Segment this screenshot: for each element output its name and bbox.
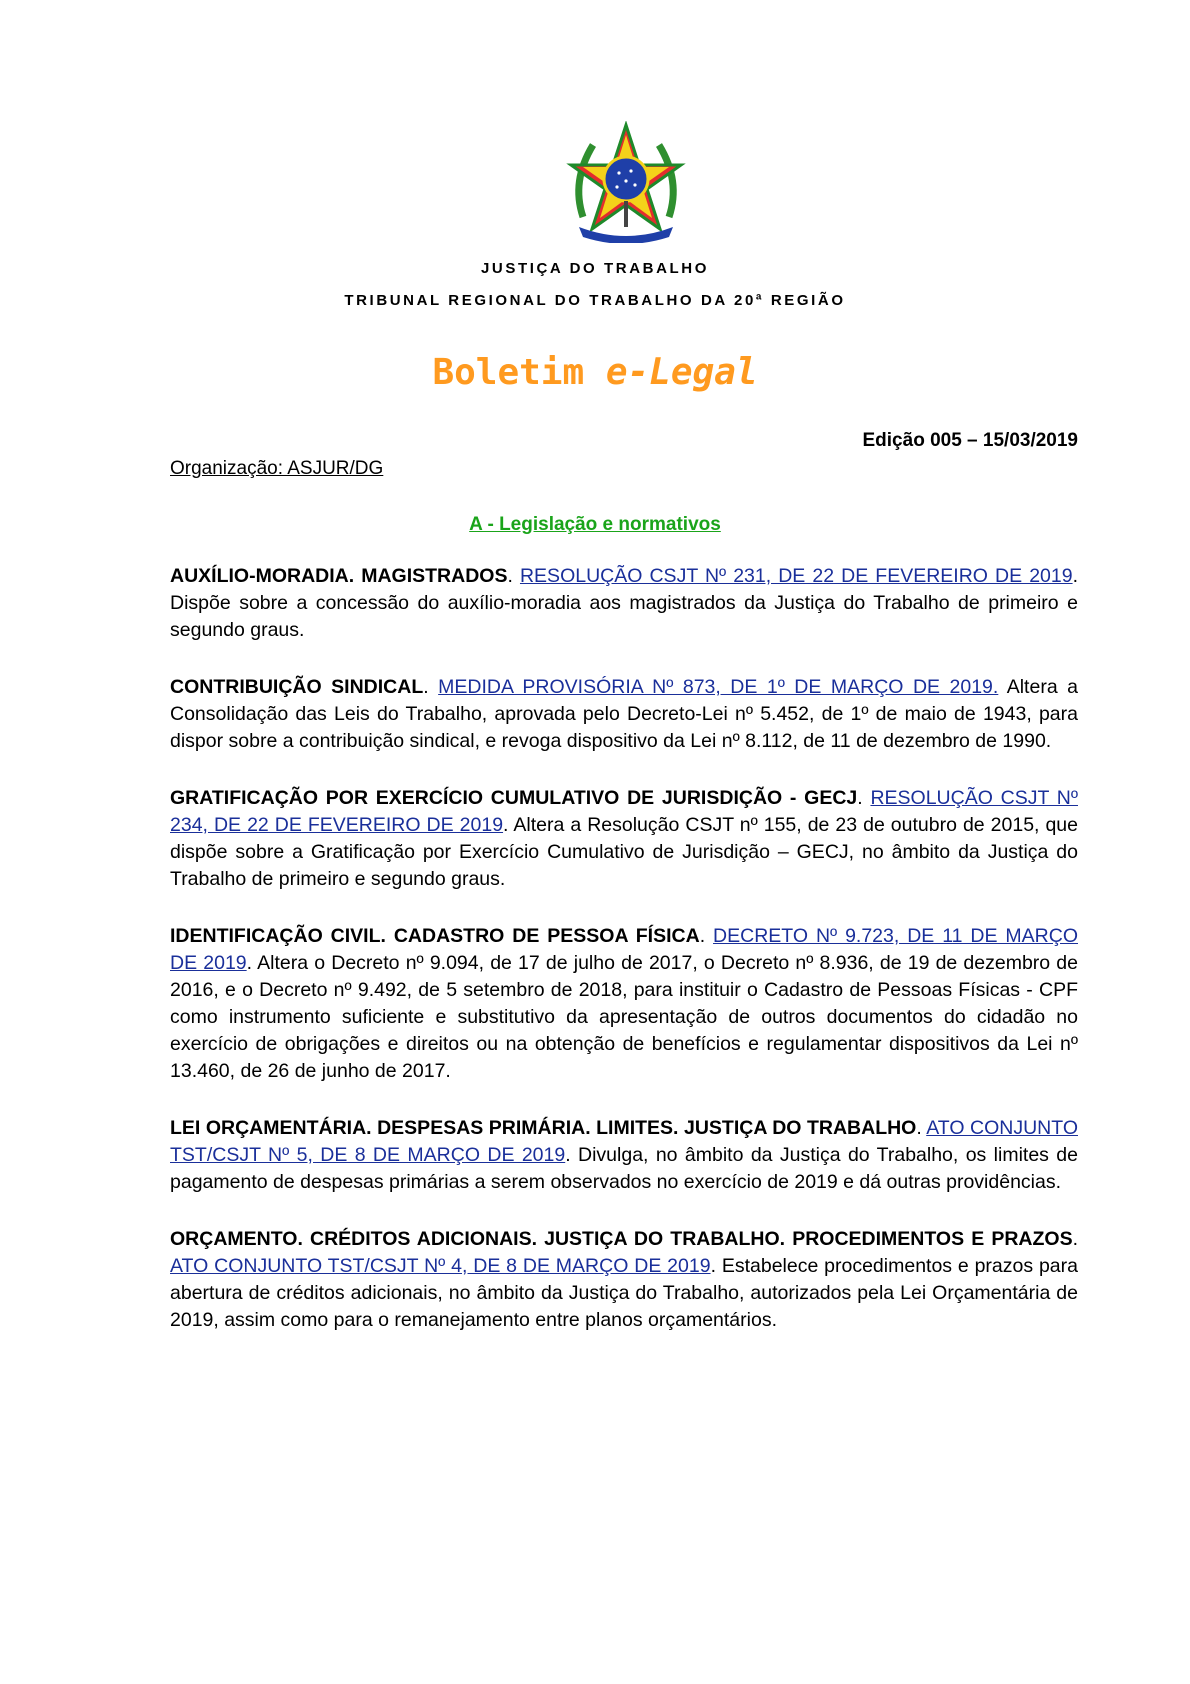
entry-subject: CONTRIBUIÇÃO SINDICAL xyxy=(170,676,424,698)
entry-link[interactable]: RESOLUÇÃO CSJT Nº 231, DE 22 DE FEVEREIRO DE 2019 xyxy=(519,565,1073,587)
entries-list xyxy=(170,563,1078,1364)
institution-line-2: TRIBUNAL REGIONAL DO TRABALHO DA 20ª REGIÃO xyxy=(344,292,846,309)
entry-text: . Divulga, no âmbito da Justiça do Trabalho, os limites de pagamento de despesas primárias a serem observados no exercício de 2019 e dá outras providências. xyxy=(170,1144,1078,1193)
bulletin-title-prefix: Boletim xyxy=(432,352,606,393)
entry-text: . Altera o Decreto nº 9.094, de 17 de julho de 2017, o Decreto nº 8.936, de 19 de dezembro de 2016, e o Decreto nº 9.492, de 5 setembro de 2018, para instituir o Cadastro de Pessoas Físicas - CPF como instrumento suficiente e substitutivo da apresentação de outros documentos do cidadão no exercício de obrigações e direitos ou na obtenção de benefícios e regulamentar dispositivos da Lei nº 13.460, de 26 de junho de 2017. xyxy=(170,952,1078,1082)
entry-link[interactable]: RESOLUÇÃO CSJT Nº 234, DE 22 DE FEVEREIRO DE 2019 xyxy=(170,787,1078,836)
organization-label: Organização: ASJUR/DG xyxy=(170,458,384,479)
list-item xyxy=(170,785,1078,893)
institution-line-1: JUSTIÇA DO TRABALHO xyxy=(480,260,709,277)
entry-text: . Estabelece procedimentos e prazos para abertura de créditos adicionais, no âmbito da Justiça do Trabalho, autorizados pela Lei Orçamentária de 2019, assim como para o remanejamento entre planos orçamentários. xyxy=(170,1255,1078,1331)
entry-separator: . xyxy=(857,787,871,809)
list-item xyxy=(170,563,1078,644)
entry-separator: . xyxy=(699,925,714,947)
entry-subject: GRATIFICAÇÃO POR EXERCÍCIO CUMULATIVO DE JURISDIÇÃO - GECJ xyxy=(170,787,858,809)
entry-subject: LEI ORÇAMENTÁRIA. DESPESAS PRIMÁRIA. LIMITES. JUSTIÇA DO TRABALHO xyxy=(170,1117,917,1139)
list-item xyxy=(170,923,1078,1085)
entry-link[interactable]: ATO CONJUNTO TST/CSJT Nº 4, DE 8 DE MARÇO DE 2019 xyxy=(170,1255,711,1277)
entry-link[interactable]: DECRETO Nº 9.723, DE 11 DE MARÇO DE 2019 xyxy=(170,925,1078,974)
edition-date: Edição 005 – 15/03/2019 xyxy=(862,430,1078,451)
list-item xyxy=(170,1115,1078,1196)
coat-of-arms-emblem xyxy=(565,121,687,243)
entry-separator: . xyxy=(916,1117,927,1139)
bulletin-title xyxy=(0,352,1190,393)
section-heading: A - Legislação e normativos xyxy=(469,514,721,535)
bulletin-title-emphasis: e-Legal xyxy=(605,352,758,393)
entry-separator: . xyxy=(1072,1228,1078,1250)
entry-text: Altera a Consolidação das Leis do Trabalho, aprovada pelo Decreto-Lei nº 5.452, de 1º de maio de 1943, para dispor sobre a contribuição sindical, e revoga dispositivo da Lei nº 8.112, de 11 de dezembro de 1990. xyxy=(170,676,1078,752)
entry-link[interactable]: MEDIDA PROVISÓRIA Nº 873, DE 1º DE MARÇO DE 2019. xyxy=(438,676,999,698)
list-item xyxy=(170,1226,1078,1334)
entry-text: . Altera a Resolução CSJT nº 155, de 23 de outubro de 2015, que dispõe sobre a Gratificação por Exercício Cumulativo de Jurisdição – GECJ, no âmbito da Justiça do Trabalho de primeiro e segundo graus. xyxy=(170,814,1078,890)
entry-subject: AUXÍLIO-MORADIA. MAGISTRADOS xyxy=(170,565,508,587)
entry-subject: ORÇAMENTO. CRÉDITOS ADICIONAIS. JUSTIÇA DO TRABALHO. PROCEDIMENTOS E PRAZOS xyxy=(170,1228,1073,1250)
entry-separator: . xyxy=(507,565,520,587)
entry-subject: IDENTIFICAÇÃO CIVIL. CADASTRO DE PESSOA FÍSICA xyxy=(170,925,700,947)
list-item xyxy=(170,674,1078,755)
entry-link[interactable]: ATO CONJUNTO TST/CSJT Nº 5, DE 8 DE MARÇO DE 2019 xyxy=(170,1117,1078,1166)
entry-separator: . xyxy=(423,676,439,698)
entry-text: . Dispõe sobre a concessão do auxílio-moradia aos magistrados da Justiça do Trabalho de primeiro e segundo graus. xyxy=(170,565,1078,641)
